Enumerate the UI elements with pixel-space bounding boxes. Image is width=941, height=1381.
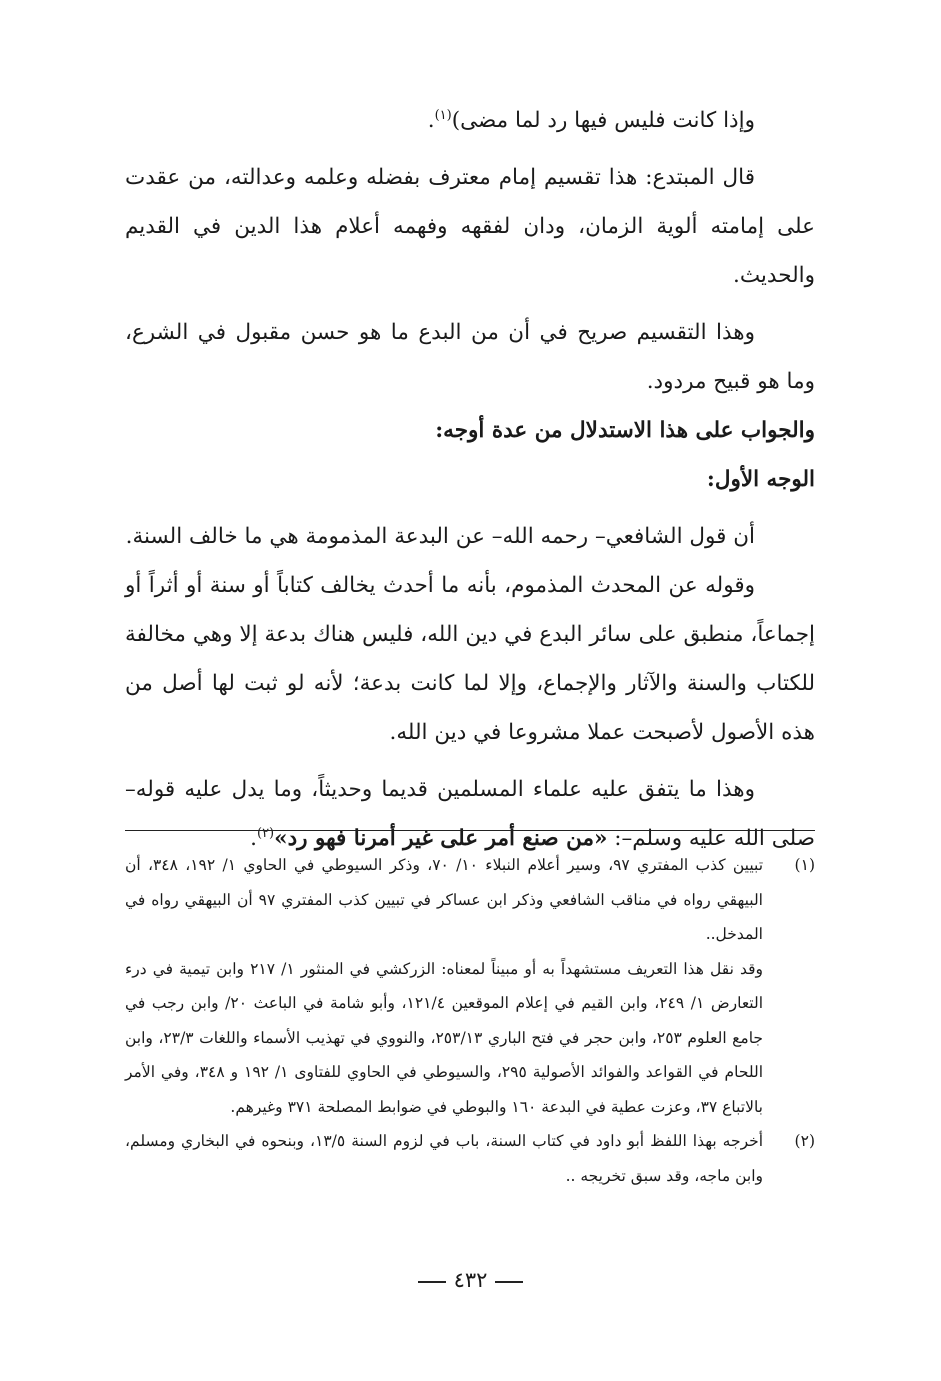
main-text-body xyxy=(125,96,815,863)
sentence-end: . xyxy=(250,826,257,851)
quote-end-text: وإذا كانت فليس فيها رد لما مضى) xyxy=(451,108,755,133)
paragraph-shafii-saying: أن قول الشافعي– رحمه الله– عن البدعة المذمومة هي ما خالف السنة. xyxy=(125,524,755,549)
footnote-text: تبيين كذب المفتري ٩٧، وسير أعلام النبلاء ١٠/ ٧٠، وذكر السيوطي في الحاوي ١/ ١٩٢، ٣٤٨، أن البيهقي رواه في مناقب الشافعي وذكر ابن عساكر في تبيين كذب المفتري ٩٧ أن البيهقي رواه في المدخل.. xyxy=(125,856,764,943)
sentence-end: . xyxy=(427,108,435,133)
paragraph-division-claim: وهذا التقسيم صريح في أن من البدع ما هو حسن مقبول في الشرع، وما هو قبيح مردود. xyxy=(125,320,815,394)
footnotes-section xyxy=(125,848,815,1193)
footnote-2 xyxy=(125,1124,815,1193)
footnote-body xyxy=(125,848,763,1124)
section-heading-first-aspect: الوجه الأول: xyxy=(706,467,815,492)
footnote-body xyxy=(125,1124,763,1193)
footnote-ref-2: (٢) xyxy=(256,825,275,841)
page-number xyxy=(0,1268,941,1292)
section-heading-reply: والجواب على هذا الاستدلال من عدة أوجه: xyxy=(435,418,815,443)
footnote-number: (١) xyxy=(794,856,815,874)
paragraph-innovator-claim: قال المبتدع: هذا تقسيم إمام معترف بفضله وعلمه وعدالته، من عقدت على إمامته ألوية الزمان، ودان لفقهه وفهمه أعلام هذا الدين في القديم والحديث. xyxy=(125,165,815,288)
page-number-dash-left xyxy=(418,1281,446,1283)
page-number-dash-right xyxy=(495,1281,523,1283)
footnote-divider xyxy=(125,830,815,831)
footnote-number: (٢) xyxy=(794,1132,815,1150)
footnote-1 xyxy=(125,848,815,1124)
hadith-quote: «من صنع أمر على غير أمرنا فهو رد» xyxy=(274,826,608,851)
footnote-continuation: وقد نقل هذا التعريف مستشهداً به أو مبيناً لمعناه: الزركشي في المنثور ١/ ٢١٧ وابن تيمية في درء التعارض ١/ ٢٤٩، وابن القيم في إعلام الموقعين ١٢١/٤، وأبو شامة في الباعث ٢٠/ وابن رجب في جامع العلوم ٢٥٣، وابن حجر في فتح الباري ٢٥٣/١٣، والنووي في تهذيب الأسماء واللغات ٢٣/٣، وابن اللحام في القواعد والفوائد الأصولية ٢٩٥، والسيوطي في الحاوي للفتاوى ١/ ١٩٢ و ٣٤٨، وفي الأمر بالاتباع ٣٧، وعزت عطية في البدعة ١٦٠ والبوطي في ضوابط المصلحة ٣٧١ وغيرهم. xyxy=(125,959,764,1116)
paragraph-quote-end xyxy=(125,96,815,145)
paragraph-blameworthy-innovation: وقوله عن المحدث المذموم، بأنه ما أحدث يخالف كتاباً أو سنة أو أثراً أو إجماعاً، منطبق على سائر البدع في دين الله، فليس هناك بدعة إلا وهي مخالفة للكتاب والسنة والآثار والإجماع، وإلا لما كانت بدعة؛ لأنه لو ثبت لها أصل من هذه الأصول لأصبحت عملا مشروعا في دين الله. xyxy=(125,573,815,745)
hadith-intro: وهذا ما يتفق عليه علماء المسلمين قديما وحديثاً، وما يدل عليه قوله– صلى الله عليه وسلم–: xyxy=(125,777,815,851)
footnote-text: أخرجه بهذا اللفظ أبو داود في كتاب السنة، باب في لزوم السنة ١٣/٥، وبنحوه في البخاري ومسلم، وابن ماجه، وقد سبق تخريجه .. xyxy=(125,1132,764,1185)
page-number-value: ٤٣٢ xyxy=(453,1268,488,1292)
footnote-ref-1: (١) xyxy=(434,107,452,123)
